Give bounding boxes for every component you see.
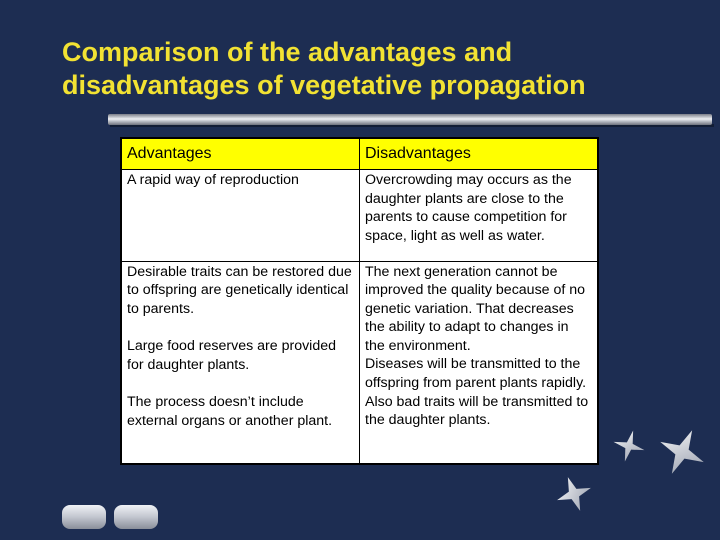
disadvantage-text: Also bad traits will be transmitted to the daughter plants. — [365, 393, 589, 429]
previous-button[interactable] — [62, 505, 106, 529]
star-icon — [554, 474, 594, 514]
table-header-row — [122, 139, 598, 170]
disadvantage-text: Overcrowding may occurs as the daughter plants are close to the parents to cause competition for space, light as well as water. — [365, 172, 572, 244]
advantage-text: The process doesn’t include external organs or another plant. — [127, 394, 333, 430]
header-advantages: Advantages — [122, 139, 360, 170]
star-icon — [611, 428, 647, 464]
disadvantage-text: The next generation cannot be improved the quality because of no genetic variation. That decreases the ability to adapt to changes in the environment. — [365, 263, 586, 354]
advantage-text: A rapid way of reproduction — [127, 172, 299, 188]
slide-title: Comparison of the advantages and disadvantages of vegetative propagation — [62, 37, 586, 100]
next-button[interactable] — [114, 505, 158, 529]
advantage-cell — [122, 261, 360, 463]
advantage-text: Desirable traits can be restored due to offspring are genetically identical to parents. — [127, 263, 352, 317]
table-row — [122, 170, 598, 262]
disadvantage-text: Diseases will be transmitted to the offspring from parent plants rapidly. — [365, 356, 587, 392]
table-row — [122, 261, 598, 463]
star-icon — [656, 426, 708, 478]
advantage-cell — [122, 170, 360, 262]
comparison-table-grid — [121, 138, 598, 464]
comparison-table — [120, 137, 599, 465]
title-rule — [108, 114, 712, 125]
advantage-text: Large food reserves are provided for daughter plants. — [127, 338, 336, 373]
disadvantage-cell — [360, 261, 598, 463]
header-disadvantages: Disadvantages — [360, 139, 598, 170]
disadvantage-cell — [360, 170, 598, 262]
